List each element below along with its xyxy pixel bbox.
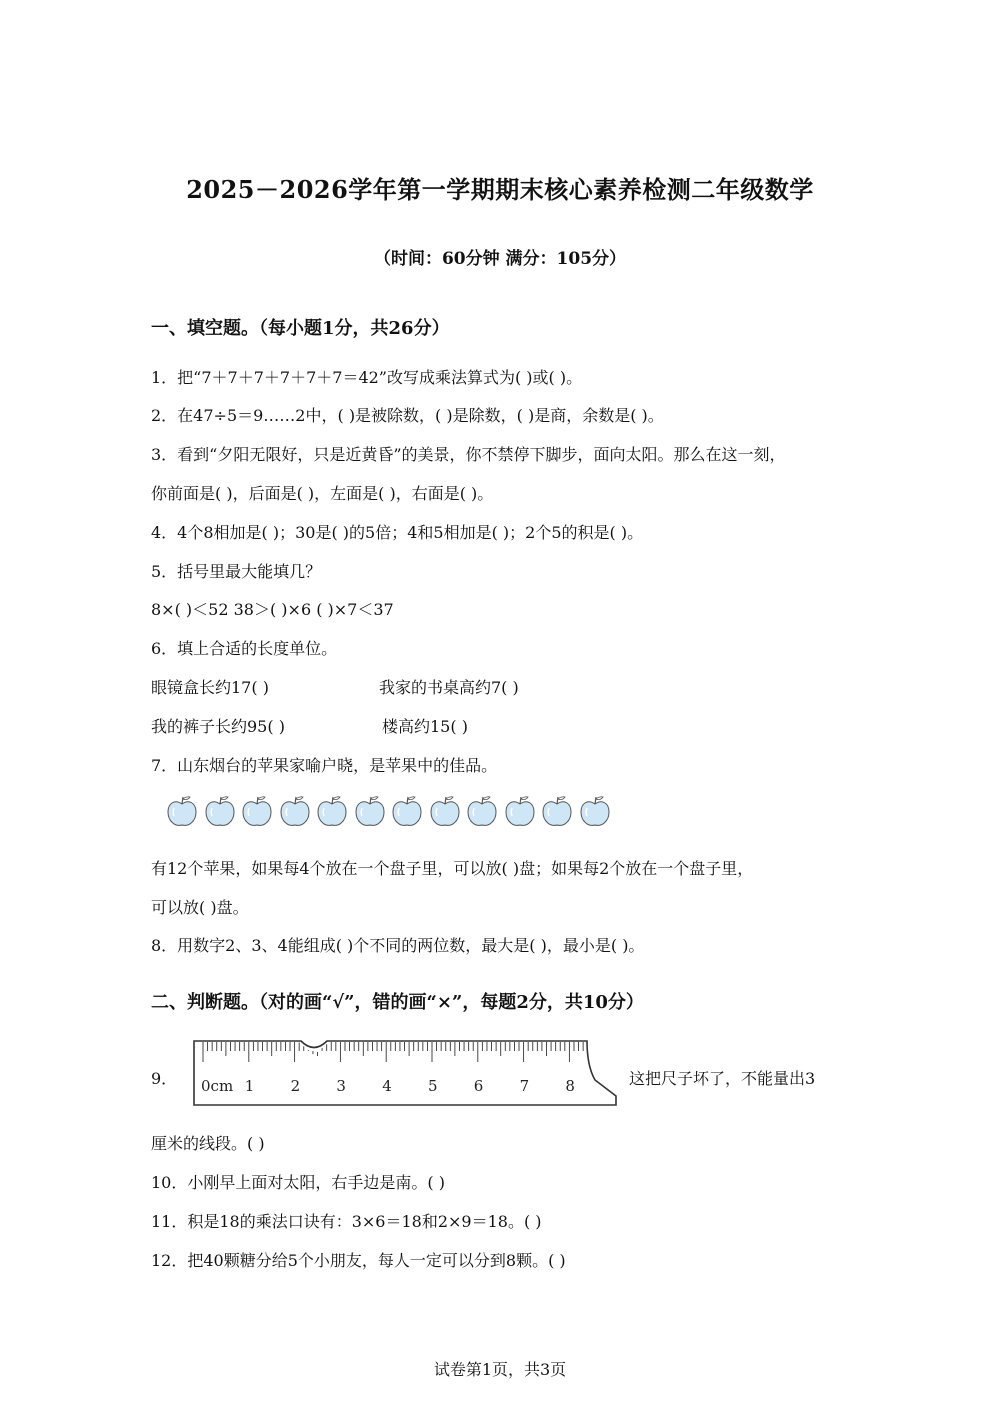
ruler-label: 7 bbox=[519, 1077, 530, 1095]
question-7: 7．山东烟台的苹果家喻户晓，是苹果中的佳品。 bbox=[151, 756, 498, 775]
ruler-label: 2 bbox=[290, 1077, 301, 1095]
ruler-label: 3 bbox=[336, 1077, 346, 1095]
apple-icon bbox=[165, 794, 199, 828]
apple-illustration bbox=[165, 794, 612, 830]
exam-info: （时间：60分钟 满分：105分） bbox=[373, 249, 627, 269]
ruler-label: 8 bbox=[565, 1077, 575, 1095]
apple-icon bbox=[540, 794, 574, 828]
broken-ruler-illustration bbox=[189, 1038, 619, 1110]
apple-icon bbox=[353, 794, 387, 828]
apple-icon bbox=[428, 794, 462, 828]
question-12: 12．把40颗糖分给5个小朋友，每人一定可以分到8颗。( ) bbox=[151, 1251, 566, 1270]
apple-icon bbox=[465, 794, 499, 828]
ruler-label: 0cm bbox=[201, 1077, 234, 1095]
apple-icon bbox=[240, 794, 274, 828]
question-4: 4．4个8相加是( )；30是( )的5倍；4和5相加是( )；2个5的积是( )。 bbox=[151, 523, 644, 542]
apple-icon bbox=[390, 794, 424, 828]
section-heading-true-false: 二、判断题。（对的画“√”，错的画“×”，每题2分，共10分） bbox=[151, 992, 644, 1013]
question-9-line-2: 厘米的线段。( ) bbox=[151, 1134, 265, 1153]
question-5: 5．括号里最大能填几？ bbox=[151, 562, 322, 581]
page-title: 2025－2026学年第一学期期末核心素养检测二年级数学 bbox=[186, 175, 814, 204]
apple-icon bbox=[203, 794, 237, 828]
ruler-label: 5 bbox=[428, 1077, 438, 1095]
question-7-line-1: 有12个苹果，如果每4个放在一个盘子里，可以放( )盘；如果每2个放在一个盘子里， bbox=[151, 859, 754, 878]
ruler-label: 1 bbox=[244, 1077, 255, 1095]
question-7-line-2: 可以放( )盘。 bbox=[151, 898, 249, 917]
question-11: 11．积是18的乘法口诀有：3×6＝18和2×9＝18。( ) bbox=[151, 1212, 542, 1231]
question-6: 6．填上合适的长度单位。 bbox=[151, 639, 338, 658]
question-2: 2．在47÷5＝9……2中，( )是被除数，( )是除数，( )是商，余数是( )。 bbox=[151, 406, 664, 425]
question-3-line-1: 3．看到“夕阳无限好，只是近黄昏”的美景，你不禁停下脚步，面向太阳。那么在这一刻， bbox=[151, 445, 786, 464]
question-6-item-d: 楼高约15( ) bbox=[382, 717, 468, 736]
question-5-items: 8×( )＜52 38＞( )×6 ( )×7＜37 bbox=[151, 600, 394, 619]
apple-icon bbox=[578, 794, 612, 828]
ruler-icon bbox=[189, 1038, 619, 1110]
section-heading-fill-blank: 一、填空题。（每小题1分，共26分） bbox=[151, 318, 450, 339]
question-10: 10．小刚早上面对太阳，右手边是南。( ) bbox=[151, 1173, 445, 1192]
question-8: 8．用数字2、3、4能组成( )个不同的两位数，最大是( )，最小是( )。 bbox=[151, 936, 645, 955]
question-9-text: 这把尺子坏了，不能量出3 bbox=[629, 1069, 816, 1088]
question-6-item-a: 眼镜盒长约17( ) bbox=[151, 678, 269, 697]
apple-icon bbox=[315, 794, 349, 828]
ruler-label: 6 bbox=[473, 1077, 484, 1095]
apple-icon bbox=[278, 794, 312, 828]
page-footer: 试卷第1页，共3页 bbox=[433, 1360, 567, 1379]
ruler-label: 4 bbox=[382, 1077, 392, 1095]
question-9-number: 9． bbox=[151, 1069, 178, 1088]
question-1: 1．把“7＋7＋7＋7＋7＋7＝42”改写成乘法算式为( )或( )。 bbox=[151, 368, 583, 387]
question-6-item-b: 我家的书桌高约7( ) bbox=[379, 678, 519, 697]
question-6-item-c: 我的裤子长约95( ) bbox=[151, 717, 285, 736]
question-3-line-2: 你前面是( )，后面是( )，左面是( )，右面是( )。 bbox=[151, 484, 494, 503]
apple-icon bbox=[503, 794, 537, 828]
